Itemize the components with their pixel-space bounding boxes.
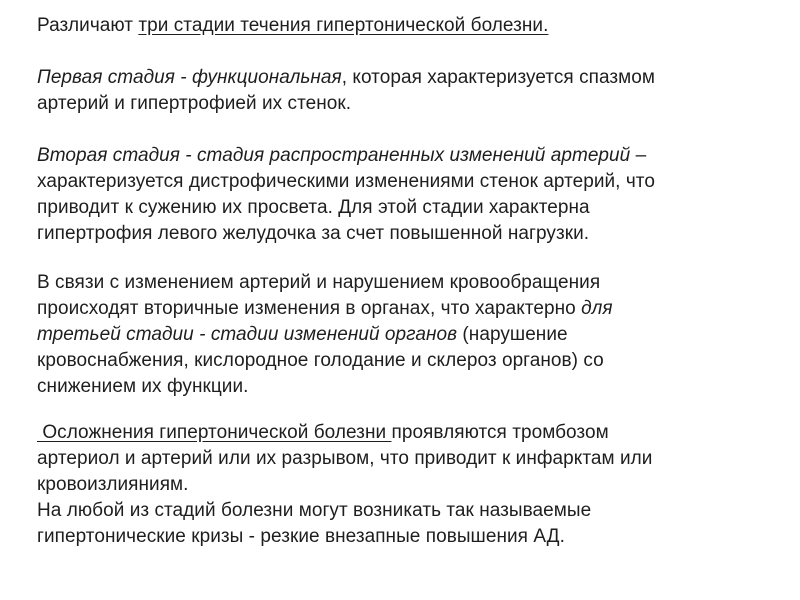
stage2-line1	[37, 143, 767, 169]
slide-text	[37, 13, 767, 550]
complications-rest: проявляются тромбозом	[391, 422, 609, 443]
stage2-line2: характеризуется дистрофическими изменениями стенок артерий, что	[37, 171, 655, 192]
complications-line2: артериол и артерий или их разрывом, что приводит к инфарктам или	[37, 448, 653, 469]
stage1-line1	[37, 65, 767, 91]
heading-prefix: Различают	[37, 15, 139, 36]
stage3-line3-plain: (нарушение	[457, 324, 568, 345]
stage2-line4: гипертрофия левого желудочка за счет повышенной нагрузки.	[37, 223, 590, 244]
stage3-line2	[37, 296, 767, 322]
crises-line1: На любой из стадий болезни могут возникать так называемые	[37, 500, 592, 521]
stage2-line3: приводит к сужению их просвета. Для этой стадии характерна	[37, 197, 590, 218]
stage3-line5: снижением их функции.	[37, 376, 249, 397]
stage1-line2: артерий и гипертрофией их стенок.	[37, 93, 352, 114]
stage3-line4: кровоснабжения, кислородное голодание и склероз органов) со	[37, 350, 604, 371]
stage3-line3	[37, 322, 767, 348]
heading-line	[37, 13, 767, 39]
complications-title: Осложнения гипертонической болезни	[37, 422, 392, 443]
complications-line3: кровоизлияниям.	[37, 474, 189, 495]
stage3-line2-plain: происходят вторичные изменения в органах, что характерно	[37, 298, 582, 319]
complications-line1	[37, 420, 767, 446]
crises-line2: гипертонические кризы - резкие внезапные повышения АД.	[37, 526, 565, 547]
stage1-title: Первая стадия - функциональная	[37, 67, 342, 88]
stage2-title: Вторая стадия - стадия распространенных изменений артерий	[37, 145, 631, 166]
heading-underlined: три стадии течения гипертонической болезни.	[138, 15, 549, 36]
stage1-rest: , которая характеризуется спазмом	[341, 67, 655, 88]
stage3-line1: В связи с изменением артерий и нарушением кровообращения	[37, 272, 601, 293]
stage2-dash: –	[630, 145, 647, 166]
stage3-title: третьей стадии - стадии изменений органов	[37, 324, 458, 345]
stage3-line2-italic: для	[581, 298, 613, 319]
